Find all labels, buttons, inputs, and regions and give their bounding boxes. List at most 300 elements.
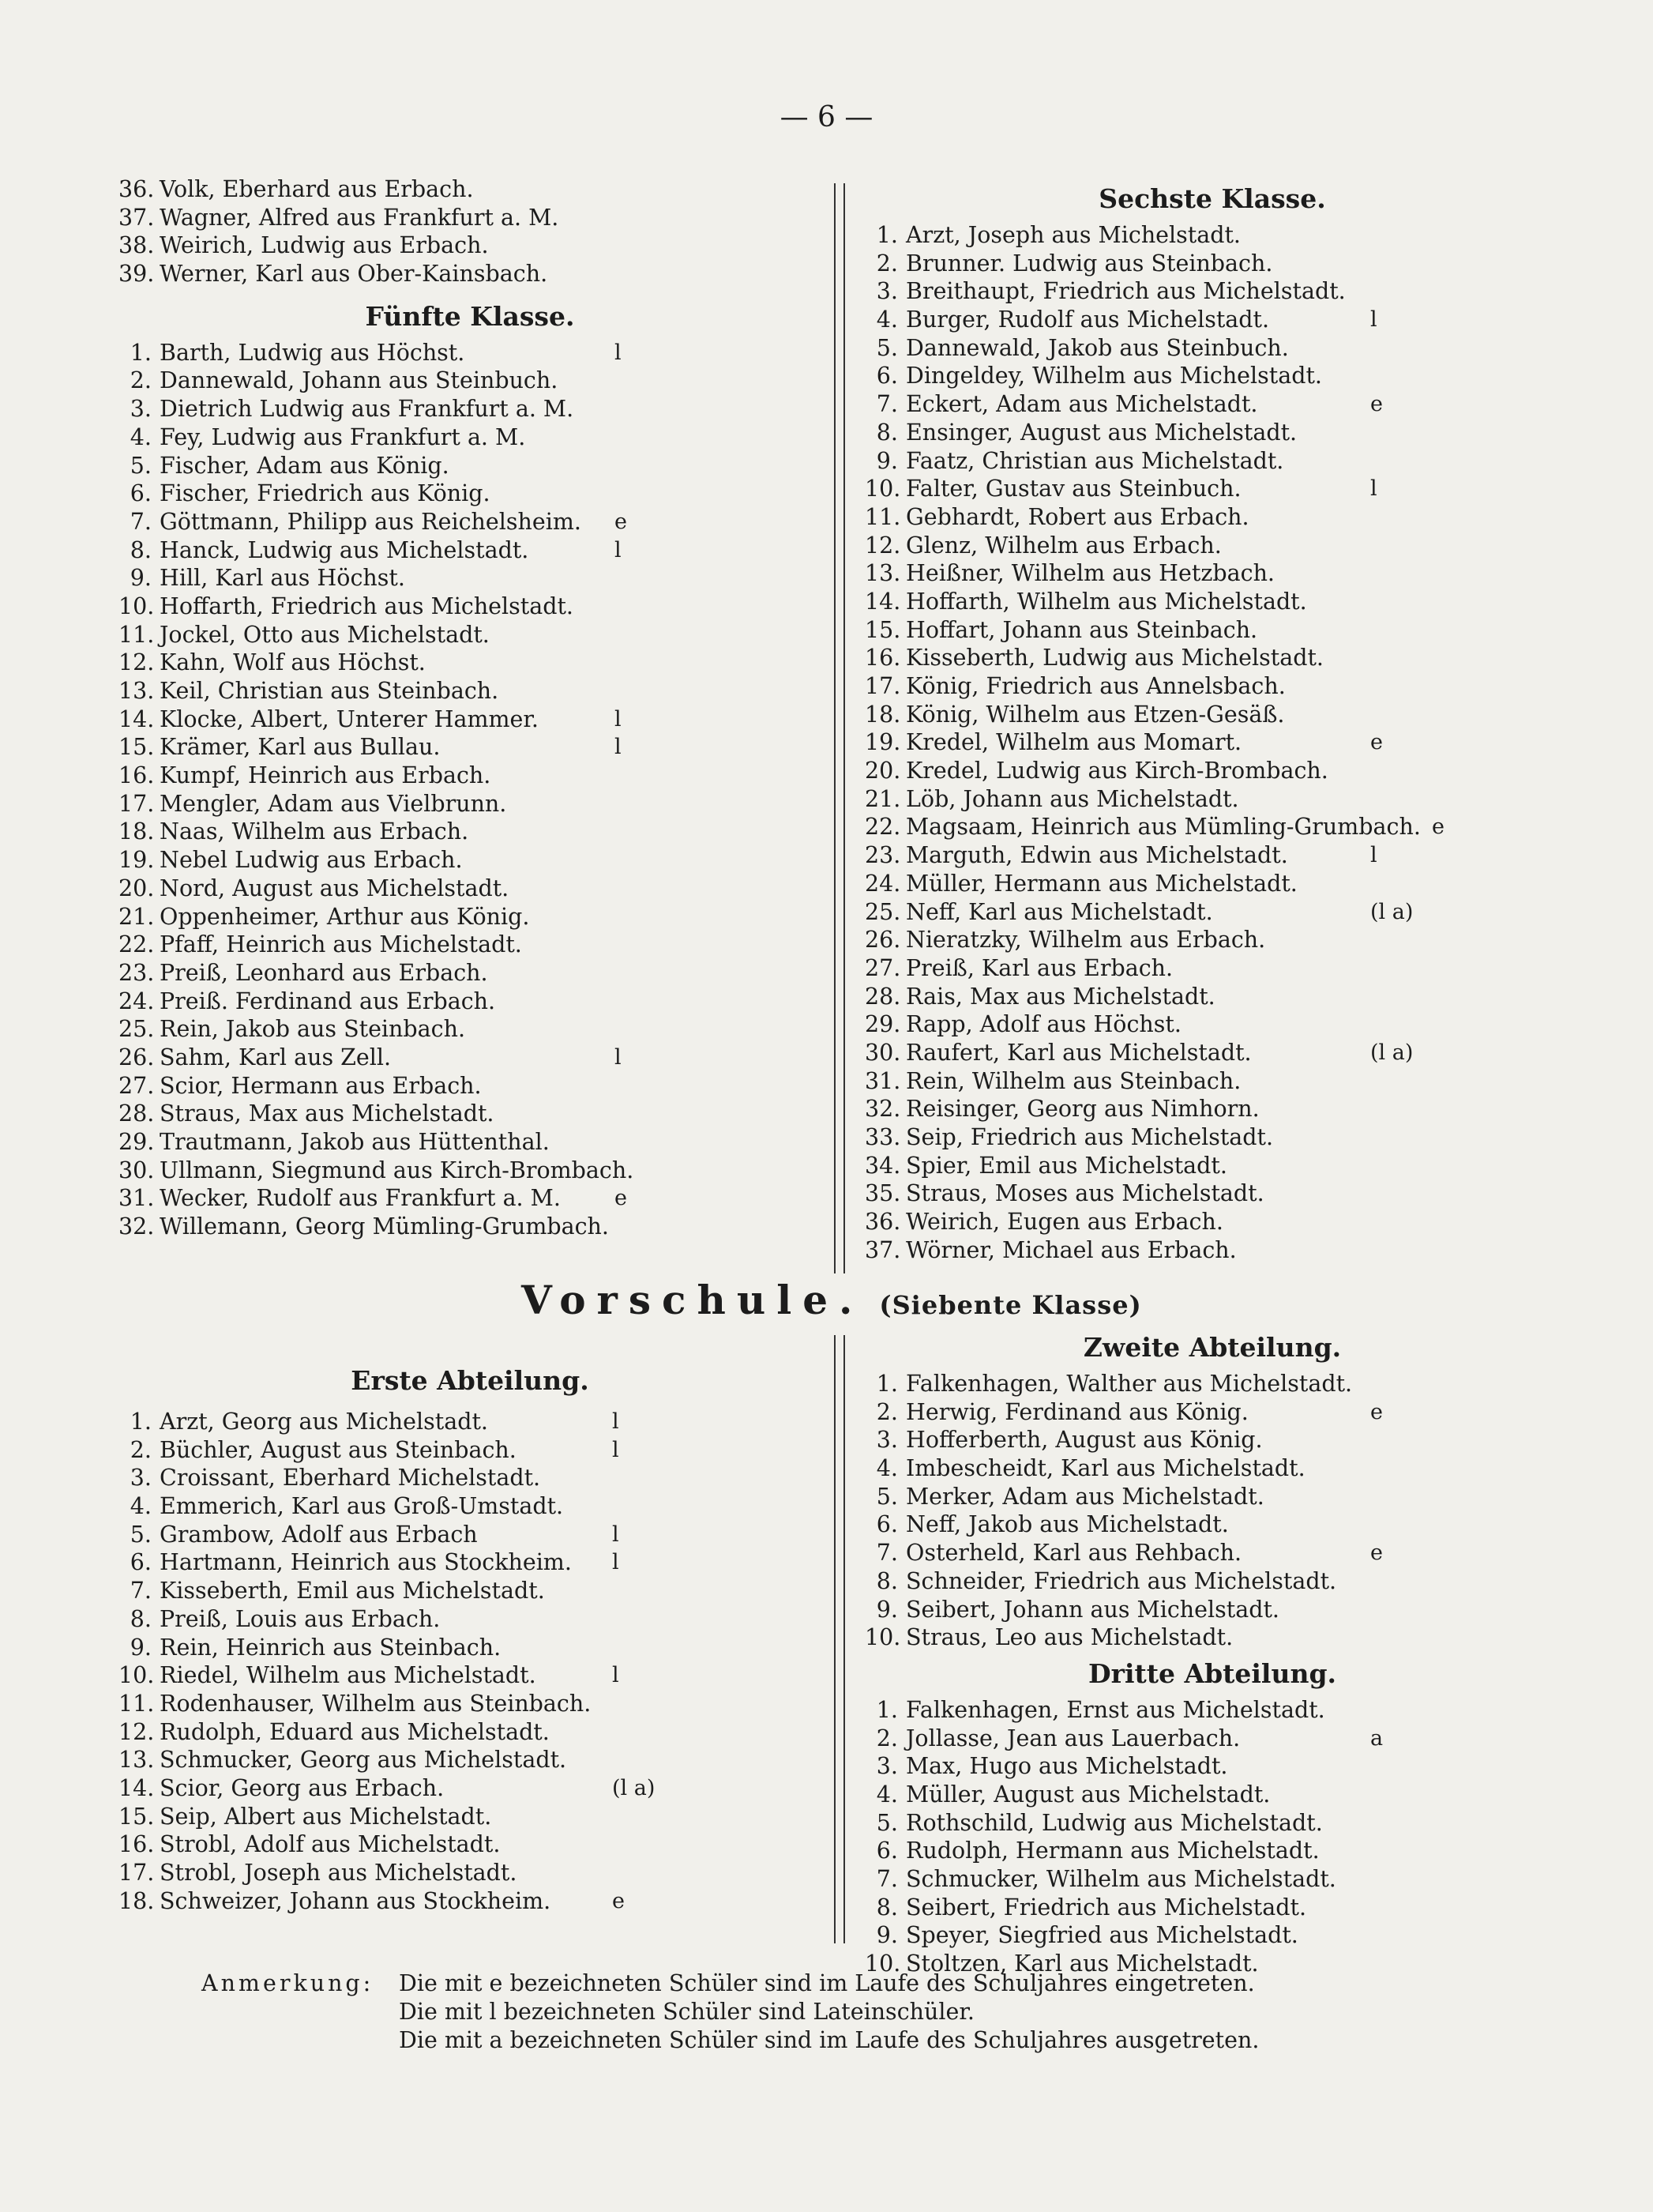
item-text: Trautmann, Jakob aus Hüttenthal. [160, 1129, 550, 1155]
item-text: Speyer, Siegfried aus Michelstadt. [906, 1922, 1298, 1949]
item-text: Glenz, Wilhelm aus Erbach. [906, 532, 1222, 559]
item-text: Weirich, Eugen aus Erbach. [906, 1209, 1223, 1236]
item-mark: l [614, 735, 622, 760]
list-item [118, 480, 821, 508]
list-item [865, 1623, 1560, 1652]
list-item [118, 903, 821, 931]
item-number: 5. [876, 334, 898, 361]
list-item [865, 1398, 1560, 1427]
list-item [865, 813, 1560, 841]
item-text: Hanck, Ludwig aus Michelstadt. [160, 536, 529, 563]
item-number: 13. [118, 1747, 155, 1774]
item-text: Straus, Max aus Michelstadt. [160, 1100, 494, 1127]
item-number: 8. [876, 419, 898, 446]
list-item [865, 841, 1560, 870]
item-text: Dannewald, Johann aus Steinbuch. [160, 367, 558, 394]
item-number: 3. [876, 1427, 898, 1454]
item-number: 24. [865, 870, 901, 897]
item-text: Nieratzky, Wilhelm aus Erbach. [906, 927, 1266, 954]
list-item [118, 175, 821, 204]
list-item [865, 1921, 1560, 1950]
item-text: Wörner, Michael aus Erbach. [906, 1236, 1237, 1263]
list-item [865, 475, 1560, 503]
list-item [865, 419, 1560, 447]
list-item [118, 564, 821, 592]
item-text: Jockel, Otto aus Michelstadt. [160, 621, 490, 648]
list-item [118, 649, 821, 677]
list-item [118, 231, 821, 260]
item-text: Straus, Leo aus Michelstadt. [906, 1624, 1234, 1651]
list-item [865, 898, 1560, 927]
item-text: Hoffart, Johann aus Steinbach. [906, 616, 1258, 643]
item-number: 23. [865, 842, 901, 869]
list-item [118, 1830, 821, 1859]
item-text: Kisseberth, Emil aus Michelstadt. [160, 1578, 545, 1604]
item-text: Klocke, Albert, Unterer Hammer. [160, 705, 539, 732]
item-text: Oppenheimer, Arthur aus König. [160, 903, 530, 930]
list-item [865, 728, 1560, 757]
item-mark: l [612, 1522, 619, 1547]
item-text: Falter, Gustav aus Steinbuch. [906, 476, 1242, 502]
list-item [865, 870, 1560, 898]
item-text: Ullmann, Siegmund aus Kirch-Brombach. [160, 1157, 634, 1183]
item-number: 5. [130, 452, 152, 479]
item-mark: e [1370, 1399, 1383, 1424]
item-number: 3. [130, 396, 152, 423]
item-text: Preiß, Leonhard aus Erbach. [160, 959, 488, 986]
item-number: 39. [118, 261, 155, 288]
item-text: Schmucker, Wilhelm aus Michelstadt. [906, 1866, 1336, 1892]
item-text: Kredel, Wilhelm aus Momart. [906, 729, 1242, 756]
item-number: 13. [118, 678, 155, 704]
item-number: 29. [118, 1129, 155, 1155]
item-text: Dietrich Ludwig aus Frankfurt a. M. [160, 396, 574, 423]
item-text: Croissant, Eberhard Michelstadt. [160, 1465, 541, 1492]
list-item [865, 532, 1560, 560]
list-item [865, 644, 1560, 672]
list-item [865, 447, 1560, 476]
item-text: Sahm, Karl aus Zell. [160, 1044, 392, 1070]
item-text: Rudolph, Hermann aus Michelstadt. [906, 1838, 1320, 1864]
item-number: 26. [118, 1044, 155, 1070]
list-item [865, 1208, 1560, 1236]
item-text: Dannewald, Jakob aus Steinbuch. [906, 334, 1289, 361]
list-item [118, 1661, 821, 1690]
item-text: Wagner, Alfred aus Frankfurt a. M. [160, 204, 559, 231]
item-number: 2. [876, 250, 898, 276]
item-text: Raufert, Karl aus Michelstadt. [906, 1039, 1252, 1066]
item-text: Straus, Moses aus Michelstadt. [906, 1180, 1264, 1207]
list-item [865, 1865, 1560, 1894]
item-number: 15. [118, 1803, 155, 1830]
item-number: 11. [118, 621, 155, 648]
item-text: Kahn, Wolf aus Höchst. [160, 649, 426, 676]
list-item [118, 592, 821, 621]
list-item [118, 1774, 821, 1803]
list-item [118, 1128, 821, 1157]
item-number: 17. [118, 1860, 155, 1886]
item-number: 8. [130, 1605, 152, 1632]
column-divider-top [834, 183, 845, 1273]
item-text: Büchler, August aus Steinbach. [160, 1436, 517, 1463]
item-text: Dingeldey, Wilhelm aus Michelstadt. [906, 363, 1322, 389]
item-number: 2. [130, 1436, 152, 1463]
item-text: Göttmann, Philipp aus Reichelsheim. [160, 508, 581, 535]
list-item [118, 395, 821, 423]
list-item [118, 1015, 821, 1044]
item-text: Arzt, Joseph aus Michelstadt. [906, 222, 1241, 248]
item-number: 32. [118, 1213, 155, 1240]
list-item [118, 1577, 821, 1605]
item-mark: l [612, 1550, 619, 1575]
item-number: 31. [865, 1067, 901, 1094]
right-column-top [865, 177, 1560, 1264]
list-item [865, 1454, 1560, 1483]
item-number: 18. [118, 818, 155, 845]
list-item [865, 1010, 1560, 1039]
item-number: 33. [865, 1124, 901, 1150]
list-item [865, 1510, 1560, 1539]
list-item [865, 616, 1560, 645]
item-number: 4. [876, 1455, 898, 1482]
item-number: 29. [865, 1011, 901, 1038]
list-item [118, 508, 821, 536]
item-text: Rein, Heinrich aus Steinbach. [160, 1634, 502, 1661]
item-number: 38. [118, 232, 155, 259]
item-text: Seip, Albert aus Michelstadt. [160, 1803, 492, 1830]
item-number: 17. [865, 673, 901, 699]
list-item [118, 1464, 821, 1492]
item-text: Weirich, Ludwig aus Erbach. [160, 232, 489, 259]
list-item [865, 1539, 1560, 1567]
item-mark: e [1370, 392, 1383, 417]
item-number: 16. [118, 1831, 155, 1858]
item-number: 28. [865, 983, 901, 1010]
item-number: 9. [130, 1634, 152, 1661]
item-number: 6. [130, 1549, 152, 1576]
item-text: Seibert, Friedrich aus Michelstadt. [906, 1894, 1307, 1920]
item-text: Arzt, Georg aus Michelstadt. [160, 1409, 488, 1435]
div3-heading: Dritte Abteilung. [1088, 1657, 1337, 1689]
item-text: Fischer, Friedrich aus König. [160, 480, 490, 507]
div2-list [865, 1370, 1560, 1652]
item-text: Osterheld, Karl aus Rehbach. [906, 1540, 1242, 1567]
item-number: 6. [876, 1511, 898, 1538]
item-text: Herwig, Ferdinand aus König. [906, 1398, 1249, 1425]
item-number: 23. [118, 959, 155, 986]
list-item [865, 362, 1560, 390]
item-number: 17. [118, 790, 155, 817]
list-item [118, 1044, 821, 1072]
item-mark: l [614, 537, 622, 562]
item-text: Rudolph, Eduard aus Michelstadt. [160, 1718, 550, 1745]
item-mark: l [1370, 476, 1377, 502]
list-item [865, 503, 1560, 532]
item-text: Strobl, Joseph aus Michelstadt. [160, 1860, 517, 1886]
note-line: Die mit l bezeichneten Schüler sind Lateinschüler. [399, 1999, 975, 2025]
item-number: 4. [130, 423, 152, 450]
list-item [865, 221, 1560, 250]
list-item [118, 931, 821, 959]
item-text: Neff, Karl aus Michelstadt. [906, 898, 1213, 925]
list-item [118, 1184, 821, 1213]
list-item [118, 875, 821, 903]
list-item [865, 1152, 1560, 1180]
item-text: Nord, August aus Michelstadt. [160, 875, 509, 901]
item-number: 13. [865, 560, 901, 587]
item-mark: l [612, 1409, 619, 1434]
page-number: — 6 — [780, 101, 873, 134]
list-item [865, 1809, 1560, 1838]
item-number: 37. [118, 204, 155, 231]
item-text: Gebhardt, Robert aus Erbach. [906, 503, 1249, 530]
item-number: 6. [876, 1838, 898, 1864]
list-item [118, 1436, 821, 1465]
item-text: Keil, Christian aus Steinbach. [160, 678, 499, 704]
list-item [118, 536, 821, 565]
item-number: 21. [865, 785, 901, 812]
item-text: Burger, Rudolf aus Michelstadt. [906, 307, 1270, 333]
item-text: Fischer, Adam aus König. [160, 452, 449, 479]
item-number: 5. [130, 1521, 152, 1548]
item-text: Hill, Karl aus Höchst. [160, 565, 405, 592]
list-item [118, 705, 821, 734]
note-line: Die mit e bezeichneten Schüler sind im Laufe des Schuljahres eingetreten. [399, 1970, 1255, 1996]
class5-list [118, 339, 821, 1241]
item-number: 18. [865, 701, 901, 728]
item-text: Rothschild, Ludwig aus Michelstadt. [906, 1809, 1323, 1836]
list-item [865, 1370, 1560, 1398]
list-item [118, 1803, 821, 1831]
item-number: 25. [118, 1016, 155, 1043]
list-item [865, 701, 1560, 729]
list-item [118, 1408, 821, 1436]
item-number: 5. [876, 1809, 898, 1836]
item-number: 27. [865, 954, 901, 981]
item-text: Müller, Hermann aus Michelstadt. [906, 870, 1298, 897]
item-number: 4. [130, 1493, 152, 1520]
item-number: 4. [876, 307, 898, 333]
list-item [865, 1236, 1560, 1265]
item-number: 36. [865, 1209, 901, 1236]
item-text: Magsaam, Heinrich aus Mümling-Grumbach. [906, 814, 1421, 841]
item-text: Rein, Jakob aus Steinbach. [160, 1016, 466, 1043]
item-text: Rais, Max aus Michelstadt. [906, 983, 1215, 1010]
list-item [865, 1123, 1560, 1152]
item-number: 10. [865, 1624, 901, 1651]
item-number: 2. [876, 1398, 898, 1425]
list-item [865, 390, 1560, 419]
item-number: 1. [876, 1696, 898, 1723]
item-number: 35. [865, 1180, 901, 1207]
item-text: Rein, Wilhelm aus Steinbach. [906, 1067, 1242, 1094]
item-number: 9. [876, 1596, 898, 1623]
item-mark: e [1370, 1540, 1383, 1566]
item-number: 12. [865, 532, 901, 559]
left-column-top [118, 175, 821, 1241]
item-text: Rapp, Adolf aus Höchst. [906, 1011, 1182, 1038]
list-item [865, 1696, 1560, 1725]
item-text: Max, Hugo aus Michelstadt. [906, 1753, 1228, 1780]
list-item [865, 757, 1560, 785]
left-column-bottom [118, 1359, 821, 1915]
list-item [118, 1690, 821, 1718]
item-text: Heißner, Wilhelm aus Hetzbach. [906, 560, 1275, 587]
class6-list [865, 221, 1560, 1264]
list-item [865, 1596, 1560, 1624]
item-text: Scior, Georg aus Erbach. [160, 1774, 445, 1801]
item-number: 3. [876, 1753, 898, 1780]
item-number: 12. [118, 1718, 155, 1745]
item-text: Barth, Ludwig aus Höchst. [160, 339, 465, 366]
item-text: Scior, Hermann aus Erbach. [160, 1072, 482, 1099]
list-item [118, 1213, 821, 1241]
item-number: 7. [876, 1540, 898, 1567]
list-item [118, 204, 821, 232]
item-number: 7. [876, 1866, 898, 1892]
item-number: 9. [876, 1922, 898, 1949]
item-mark: (l a) [1370, 899, 1414, 924]
list-item [865, 1725, 1560, 1753]
item-text: Preiß, Louis aus Erbach. [160, 1605, 441, 1632]
item-text: Schweizer, Johann aus Stockheim. [160, 1887, 551, 1914]
item-text: Merker, Adam aus Michelstadt. [906, 1483, 1264, 1510]
item-number: 26. [865, 927, 901, 954]
list-item [865, 559, 1560, 588]
item-number: 7. [130, 508, 152, 535]
list-item [118, 790, 821, 818]
item-number: 10. [118, 1662, 155, 1689]
item-mark: a [1370, 1725, 1384, 1751]
item-number: 22. [118, 931, 155, 958]
item-mark: e [614, 509, 627, 534]
item-text: Müller, August aus Michelstadt. [906, 1781, 1271, 1808]
item-number: 16. [865, 645, 901, 672]
item-number: 6. [876, 363, 898, 389]
list-item [118, 1859, 821, 1887]
item-text: Willemann, Georg Mümling-Grumbach. [160, 1213, 609, 1240]
item-text: Werner, Karl aus Ober-Kainsbach. [160, 261, 548, 288]
item-text: Stoltzen, Karl aus Michelstadt. [906, 1951, 1259, 1977]
item-number: 12. [118, 649, 155, 676]
item-number: 14. [118, 1774, 155, 1801]
item-number: 2. [130, 367, 152, 394]
item-text: Löb, Johann aus Michelstadt. [906, 785, 1239, 812]
list-item [865, 1894, 1560, 1922]
list-item [118, 818, 821, 846]
item-number: 3. [130, 1465, 152, 1492]
list-item [118, 1521, 821, 1549]
vorschule-subtitle: (Siebente Klasse) [879, 1290, 1142, 1320]
item-number: 24. [118, 988, 155, 1014]
item-text: Ensinger, August aus Michelstadt. [906, 419, 1298, 446]
list-item [865, 588, 1560, 616]
item-text: Breithaupt, Friedrich aus Michelstadt. [906, 278, 1346, 305]
item-text: Hoffarth, Wilhelm aus Michelstadt. [906, 588, 1307, 615]
item-text: Schneider, Friedrich aus Michelstadt. [906, 1567, 1337, 1594]
item-mark: l [614, 340, 622, 365]
item-mark: l [1370, 307, 1377, 333]
list-item [865, 1483, 1560, 1511]
item-text: Marguth, Edwin aus Michelstadt. [906, 842, 1288, 869]
item-number: 11. [118, 1690, 155, 1717]
vorschule-heading [521, 1277, 1142, 1323]
list-item [118, 677, 821, 705]
list-item [865, 785, 1560, 814]
item-text: Schmucker, Georg aus Michelstadt. [160, 1747, 567, 1774]
list-item [118, 1887, 821, 1916]
list-item [118, 959, 821, 988]
item-number: 11. [865, 503, 901, 530]
item-text: Riedel, Wilhelm aus Michelstadt. [160, 1662, 536, 1689]
list-item [865, 983, 1560, 1011]
list-item [118, 339, 821, 367]
item-text: Strobl, Adolf aus Michelstadt. [160, 1831, 501, 1858]
item-number: 15. [865, 616, 901, 643]
item-number: 15. [118, 734, 155, 761]
list-item [865, 1039, 1560, 1067]
list-item [865, 1426, 1560, 1454]
item-text: Mengler, Adam aus Vielbrunn. [160, 790, 507, 817]
item-number: 4. [876, 1781, 898, 1808]
item-number: 1. [876, 222, 898, 248]
item-number: 20. [118, 875, 155, 901]
div3-list [865, 1696, 1560, 1978]
item-number: 8. [876, 1567, 898, 1594]
item-number: 2. [876, 1725, 898, 1751]
item-number: 25. [865, 898, 901, 925]
item-mark: l [612, 1663, 619, 1688]
list-item [865, 250, 1560, 278]
item-text: Spier, Emil aus Michelstadt. [906, 1152, 1227, 1179]
item-mark: e [1370, 730, 1383, 755]
item-mark: l [614, 1044, 622, 1070]
item-number: 37. [865, 1236, 901, 1263]
list-item [865, 334, 1560, 363]
item-mark: e [614, 1186, 627, 1211]
item-mark: (l a) [1370, 1040, 1414, 1065]
list-item [865, 1067, 1560, 1096]
column-divider-bottom [834, 1335, 845, 1943]
item-text: Falkenhagen, Walther aus Michelstadt. [906, 1371, 1353, 1397]
item-number: 18. [118, 1887, 155, 1914]
list-item [118, 988, 821, 1016]
item-text: Kisseberth, Ludwig aus Michelstadt. [906, 645, 1324, 672]
note-line: Die mit a bezeichneten Schüler sind im Laufe des Schuljahres ausgetreten. [399, 2027, 1260, 2053]
list-item [118, 1548, 821, 1577]
item-text: Reisinger, Georg aus Nimhorn. [906, 1096, 1260, 1123]
item-number: 22. [865, 814, 901, 841]
item-number: 5. [876, 1483, 898, 1510]
item-text: Falkenhagen, Ernst aus Michelstadt. [906, 1696, 1325, 1723]
item-number: 7. [876, 391, 898, 418]
item-number: 14. [865, 588, 901, 615]
item-number: 19. [865, 729, 901, 756]
item-number: 30. [865, 1039, 901, 1066]
item-mark: l [612, 1437, 619, 1462]
item-text: Pfaff, Heinrich aus Michelstadt. [160, 931, 522, 958]
list-item [865, 277, 1560, 306]
item-number: 10. [865, 1951, 901, 1977]
list-item [865, 1567, 1560, 1596]
item-text: König, Wilhelm aus Etzen-Gesäß. [906, 701, 1285, 728]
list-item [118, 1718, 821, 1747]
item-text: Hoffarth, Friedrich aus Michelstadt. [160, 592, 573, 619]
class5-heading: Fünfte Klasse. [365, 300, 575, 332]
list-item [118, 1100, 821, 1128]
item-number: 14. [118, 705, 155, 732]
item-number: 21. [118, 903, 155, 930]
